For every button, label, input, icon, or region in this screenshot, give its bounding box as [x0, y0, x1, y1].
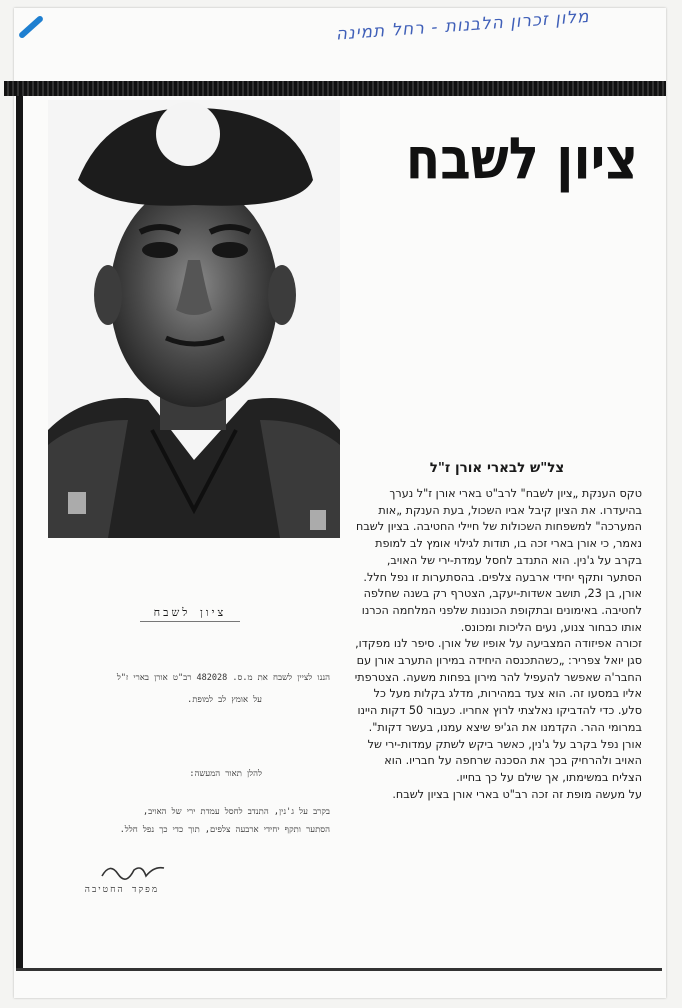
article-paragraph: אורן, בן 23, תושב אשדות-יעקב, הצטרף רק בשנה שחלפה לחטיבה. באימונים ובתקופת הכוננות שלפני המלחמה הכרנו אותו כבחור צנוע, נעים הליכות ומכונס.: [361, 587, 642, 634]
signer-title: מפקד החטיבה: [84, 885, 160, 895]
article-paragraph: על מעשה מופת זה זכה רב"ט בארי אורן בציון לשבח.: [392, 787, 642, 801]
certificate-title: ציון לשבח: [140, 606, 240, 622]
certificate-line: הסתער ותקף יחידי ארבעה צלפים, תוך כדי כך נפל חלל.: [119, 825, 330, 835]
handwritten-note: מלון זכרון הלבנות - רחל תמינה: [335, 6, 591, 45]
article-paragraph: אורן נפל בקרב על ג'נין, כאשר ביקש לשתק עמדות-ירי של האויב ולהרחיק בכך את הסכנה שרחפה על חבריו. הוא הצליח במשימתו, אך שילם על כך בחייו.: [367, 737, 642, 784]
article-paragraph: זכורה אפיזודה המצביעה על אופיו של אורן. סיפר לנו מפקדו, סגן יואל צפריר: „כשהתכנסה היחידה במירון התערב אורן עם החבר'ה שאפשר להעפיל להר מירון בפחות משעה. הצטרפתי אליו במסעו זה. הוא צעד במהירות, מדלג בקלות מעל כל סלע. כדי להדביקו נאלצתי לרוץ אחריו. כעבור 50 דקות היינו במרומי ההר. הקדמנו את הג'יפ שיצא עמנו, בעשר דקות".: [354, 637, 642, 734]
bottom-border-rule: [16, 968, 662, 971]
certificate-line: בקרב על ג'נין, התנדב לחסל עמדת ירי של האויב,: [142, 807, 330, 817]
signature: [98, 860, 168, 882]
article-paragraph: טקס הענקת „ציון לשבח" לרב"ט בארי אורן ז"ל נערך בהיעדרו. את הציון קיבל אביו השכול, בעת הענקת „אות המערכה" למשפחות השכולות של חיילי החטיבה. בציון לשבח נאמר, כי אורן בארי זכה בו, תודות לגילוי אומץ לב למופת בקרב על ג'נין. הוא התנדב לחסל עמדת-ירי של האויב, הסתער ותקף יחידי ארבעה צלפים. בהסתערות זו נפל חלל.: [356, 487, 642, 584]
left-border-rule: [16, 96, 23, 968]
top-border-rule: [4, 81, 666, 96]
portrait-image: [48, 100, 340, 538]
certificate-line: הננו לציין לשבח את מ.ס. 482028 רב"ט אורן בארי ז"ל: [116, 673, 330, 683]
soldier-portrait: [48, 100, 340, 538]
article-heading: צל"ש לבארי אורן ז"ל: [429, 460, 565, 476]
page-title: ציון לשבח: [405, 125, 638, 193]
certificate-line: על אומץ לב למופת.: [187, 695, 262, 705]
certificate-line: להלן תאור המעשה:: [189, 769, 262, 779]
article: [352, 460, 642, 803]
